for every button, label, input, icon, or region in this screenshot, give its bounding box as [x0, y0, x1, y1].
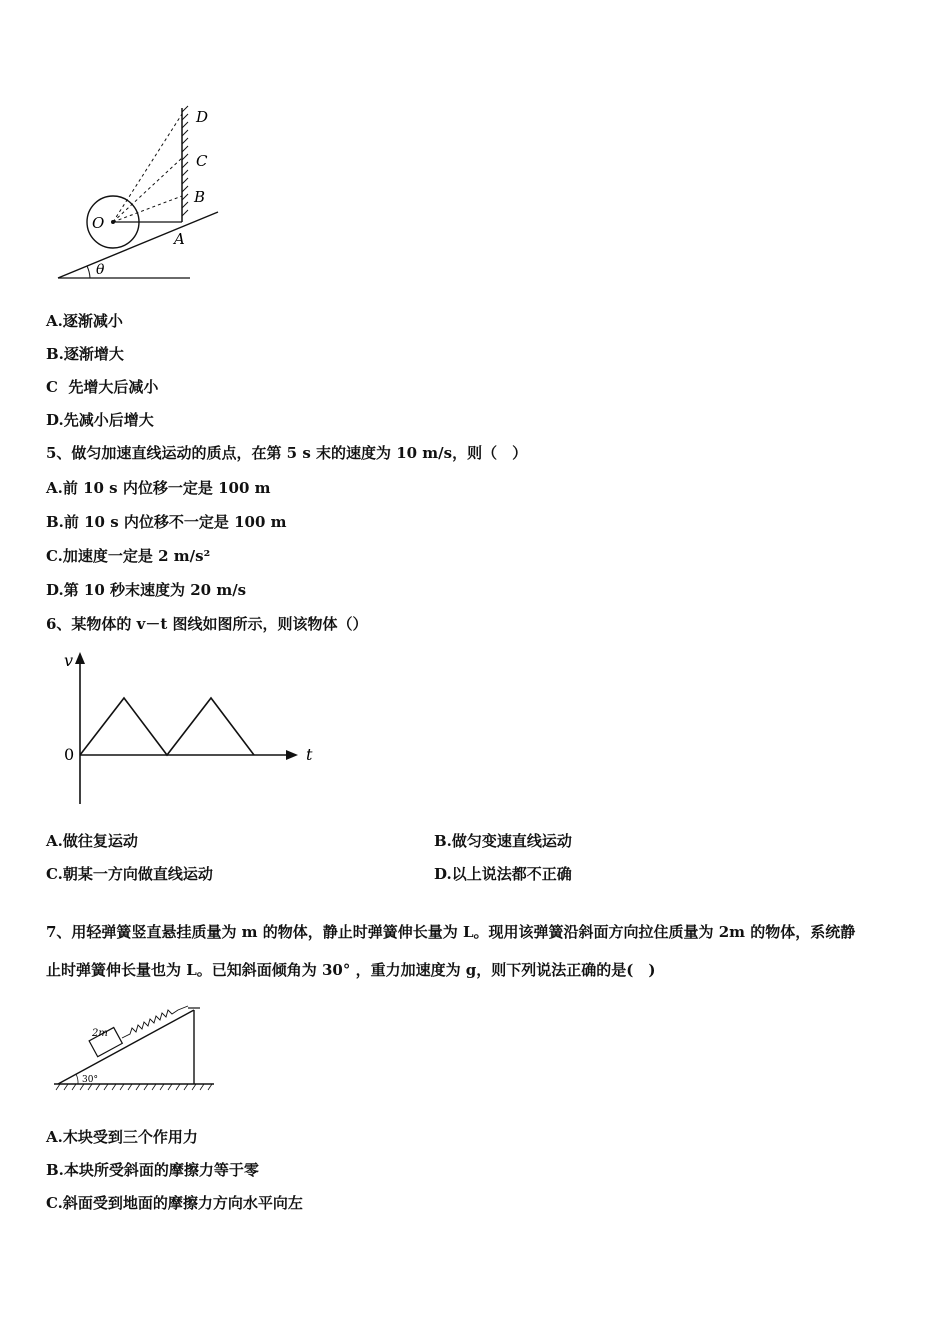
angle-label: 30° — [82, 1075, 98, 1085]
figure-cylinder-incline — [50, 100, 230, 290]
q5-option-c: C.加速度一定是 2 m/s² — [46, 547, 211, 565]
mass-label: 2m — [92, 1028, 108, 1039]
q7-stem-line2: 止时弹簧伸长量也为 L。已知斜面倾角为 30° ，重力加速度为 g，则下列说法正确的是( ) — [46, 961, 656, 979]
q5-option-d: D.第 10 秒末速度为 20 m/s — [46, 581, 247, 599]
figure-vt-graph — [58, 648, 328, 810]
q6-stem: 6、某物体的 v－t 图线如图所示，则该物体（） — [46, 615, 368, 633]
label-d: D — [196, 108, 209, 126]
q6-option-a: A.做往复运动 — [46, 832, 138, 850]
figure-spring-incline — [50, 1000, 220, 1096]
q4-option-c: C 先增大后减小 — [46, 378, 159, 396]
q6-option-b: B.做匀变速直线运动 — [434, 832, 572, 850]
q7-option-a: A.木块受到三个作用力 — [46, 1128, 198, 1146]
q5-option-a: A.前 10 s 内位移一定是 100 m — [46, 479, 271, 497]
q4-option-b: B.逐渐增大 — [46, 345, 124, 363]
q4-option-d: D.先减小后增大 — [46, 411, 154, 429]
graph-origin-label: 0 — [64, 745, 75, 764]
label-o: O — [92, 214, 105, 232]
label-theta: θ — [96, 262, 105, 278]
q5-stem: 5、做匀加速直线运动的质点，在第 5 s 末的速度为 10 m/s，则（ ） — [46, 444, 528, 462]
q7-stem-line1: 7、用轻弹簧竖直悬挂质量为 m 的物体，静止时弹簧伸长量为 L。现用该弹簧沿斜面方向拉住质量为 2m 的物体，系统静 — [46, 923, 856, 941]
q4-option-a: A.逐渐减小 — [46, 312, 123, 330]
q7-option-b: B.本块所受斜面的摩擦力等于零 — [46, 1161, 259, 1179]
q6-option-c: C.朝某一方向做直线运动 — [46, 865, 213, 883]
q6-option-d: D.以上说法都不正确 — [434, 865, 572, 883]
label-b: B — [194, 188, 206, 206]
graph-x-label: t — [306, 745, 313, 764]
label-a: A — [174, 230, 185, 248]
label-c: C — [196, 152, 208, 170]
q5-option-b: B.前 10 s 内位移不一定是 100 m — [46, 513, 287, 531]
q7-option-c: C.斜面受到地面的摩擦力方向水平向左 — [46, 1194, 303, 1212]
graph-y-label: v — [64, 651, 74, 670]
